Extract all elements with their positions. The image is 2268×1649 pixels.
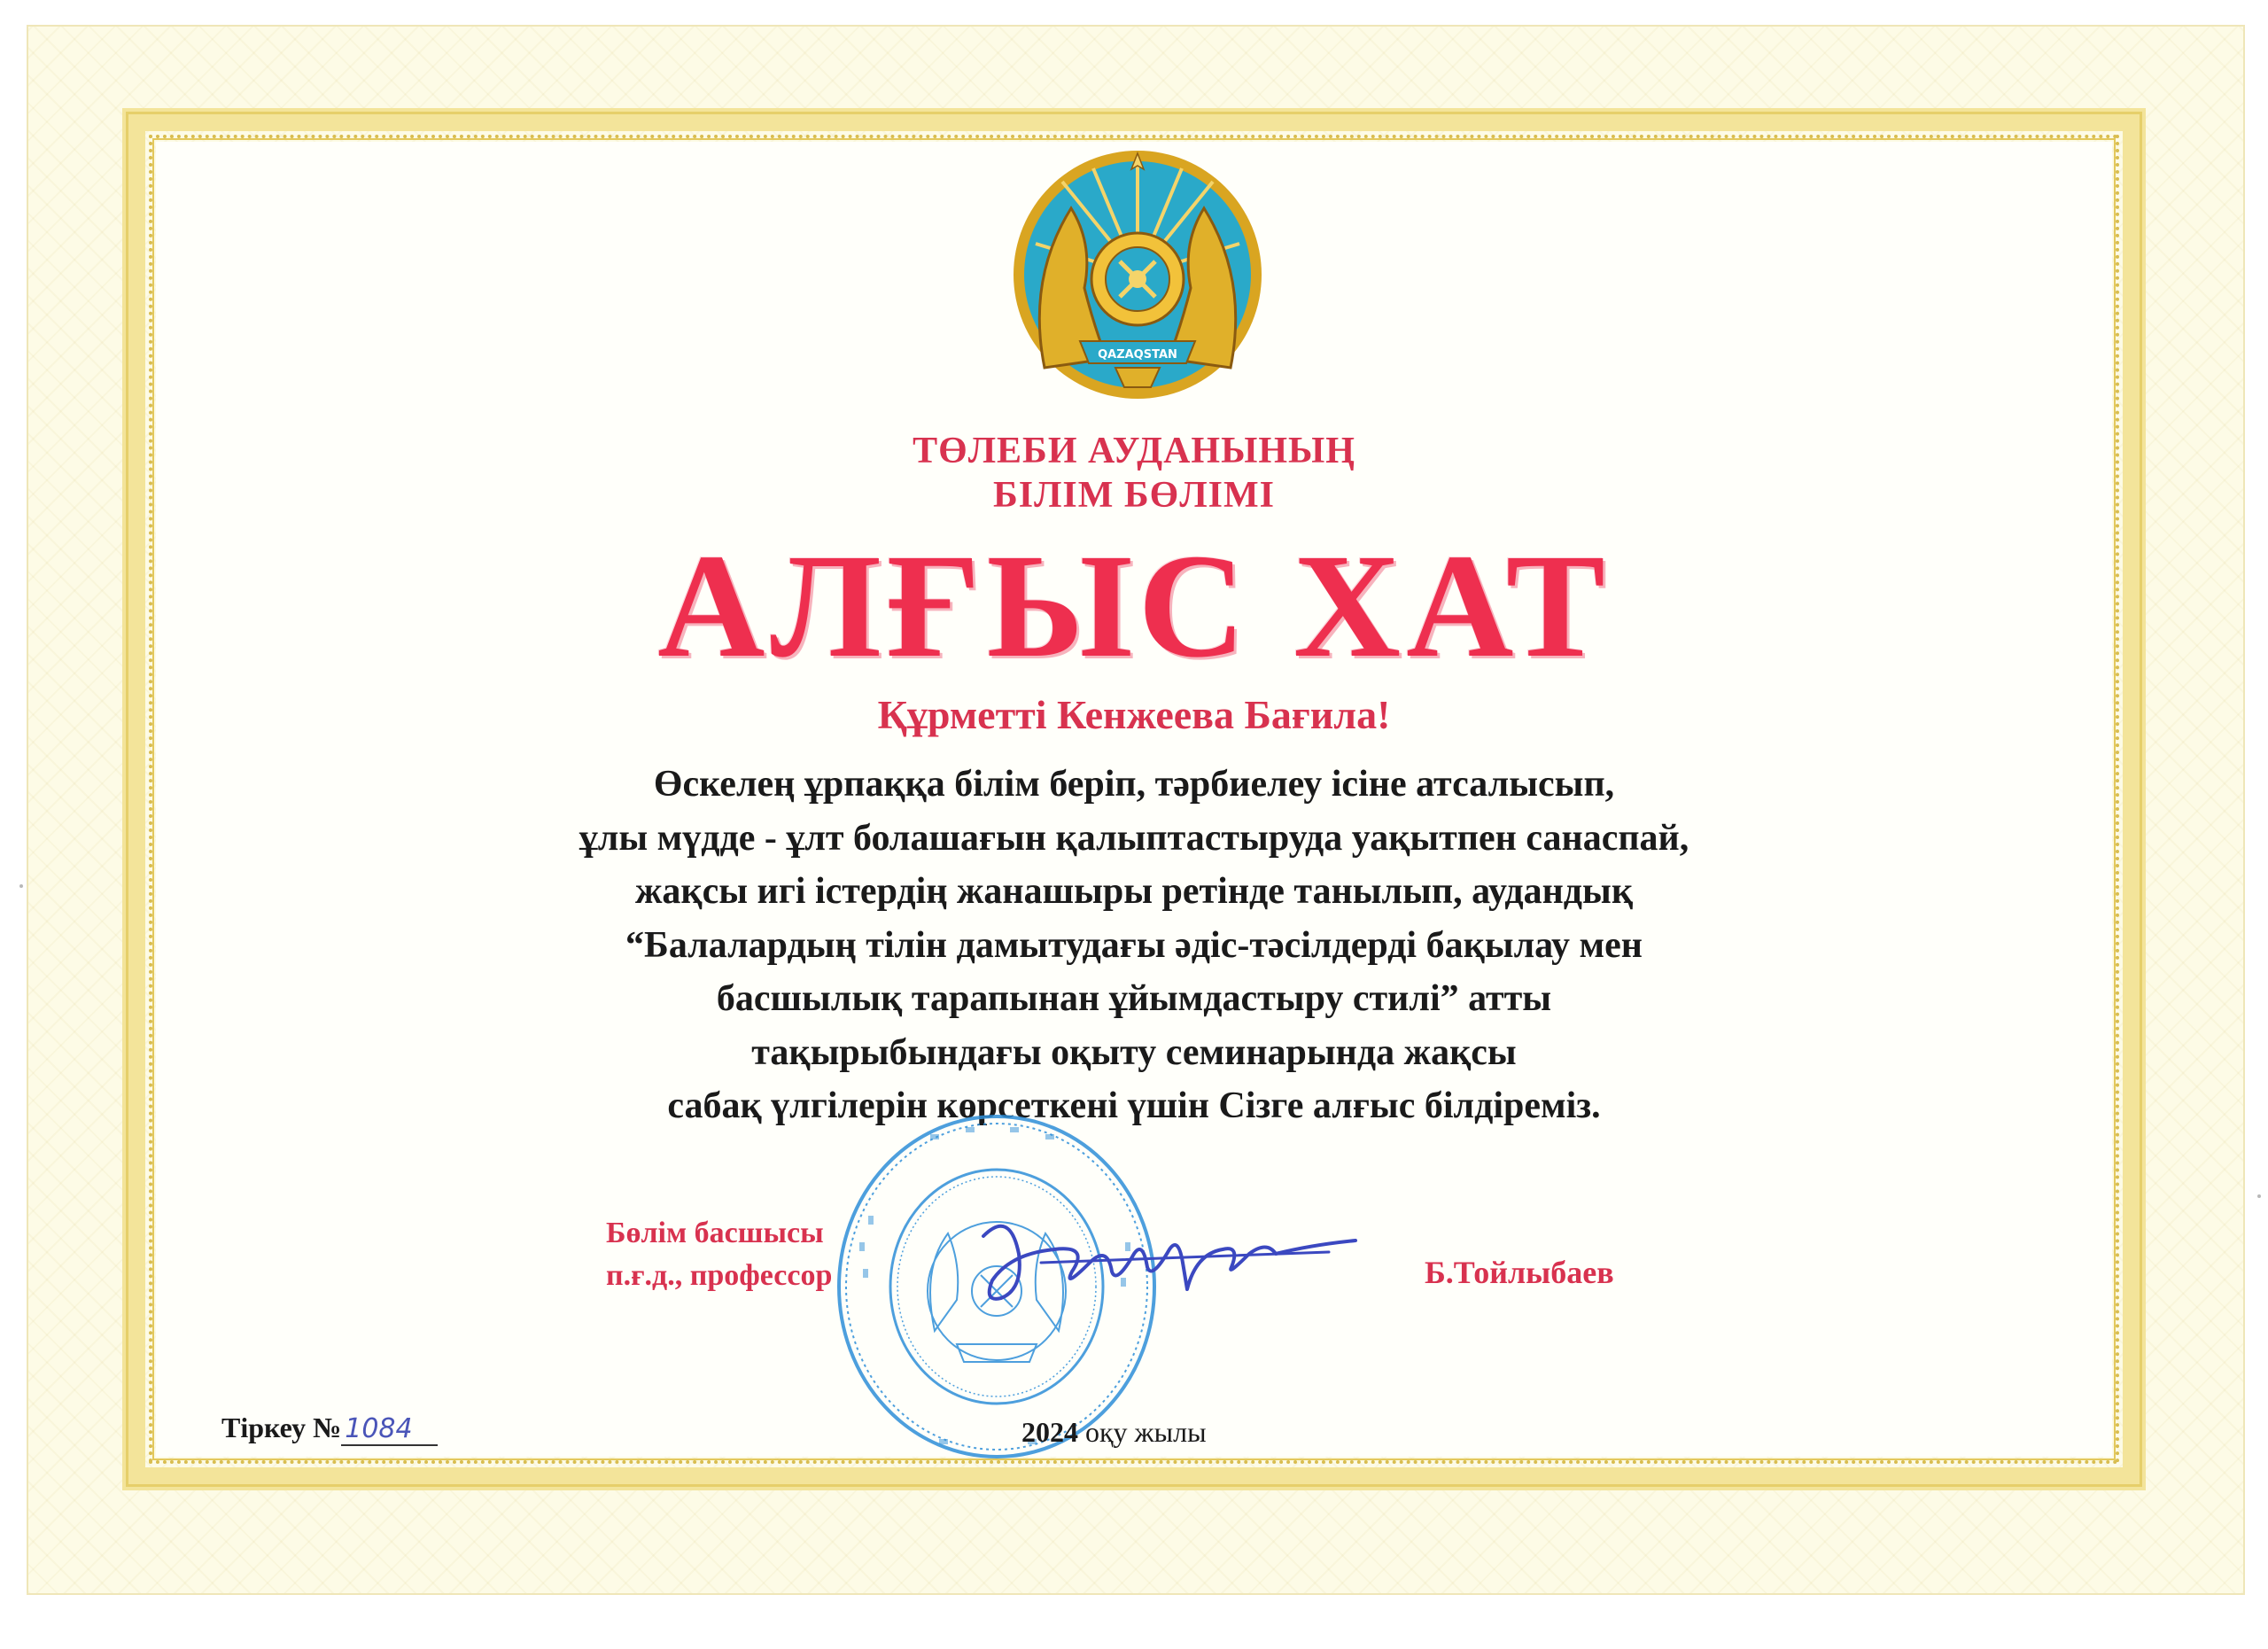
scan-speck: [19, 884, 23, 888]
signer-name: Б.Тойлыбаев: [1425, 1255, 1614, 1290]
year-suffix: оқу жылы: [1085, 1416, 1207, 1448]
body-line: тақырыбындағы оқыту семинарында жақсы: [751, 1031, 1517, 1073]
scan-speck: [2257, 1194, 2261, 1198]
state-emblem-icon: [1009, 146, 1266, 403]
registration-block: [221, 1412, 438, 1446]
emblem-banner-text: QAZAQSTAN: [1098, 348, 1177, 362]
certificate-title: АЛҒЫС ХАТ: [657, 524, 1611, 688]
body-line: басшылық тарапынан ұйымдастыру стилі” атты: [716, 978, 1552, 1019]
department-line-2: БІЛІМ БӨЛІМІ: [993, 475, 1275, 516]
body-line: “Балалардың тілін дамытудағы әдіс-тәсілдерді бақылау мен: [625, 924, 1643, 966]
signer-degree: п.ғ.д., профессор: [606, 1259, 833, 1292]
certificate-body: [0, 758, 2268, 1133]
academic-year: [1021, 1416, 1207, 1449]
body-line: жақсы игі істердің жанашыры ретінде танылып, аудандық: [634, 871, 1634, 912]
year-value: 2024: [1021, 1416, 1078, 1448]
signer-position: Бөлім басшысы: [606, 1217, 824, 1249]
registration-label: Тіркеу №: [221, 1412, 342, 1443]
greeting-line: Құрметті Кенжеева Бағила!: [877, 692, 1391, 737]
body-line: ұлы мүдде - ұлт болашағын қалыптастыруда уақытпен санаспай,: [579, 817, 1689, 859]
body-line: сабақ үлгілерін көрсеткені үшін Сізге алғыс білдіреміз.: [667, 1085, 1601, 1126]
department-line-1: ТӨЛЕБИ АУДАНЫНЫҢ: [913, 431, 1355, 471]
body-line: Өскелең ұрпаққа білім беріп, тәрбиелеу ісіне атсалысып,: [653, 764, 1615, 805]
registration-number: 1084: [341, 1413, 438, 1446]
signer-block: [606, 1212, 832, 1297]
handwritten-signature: [957, 1201, 1364, 1316]
